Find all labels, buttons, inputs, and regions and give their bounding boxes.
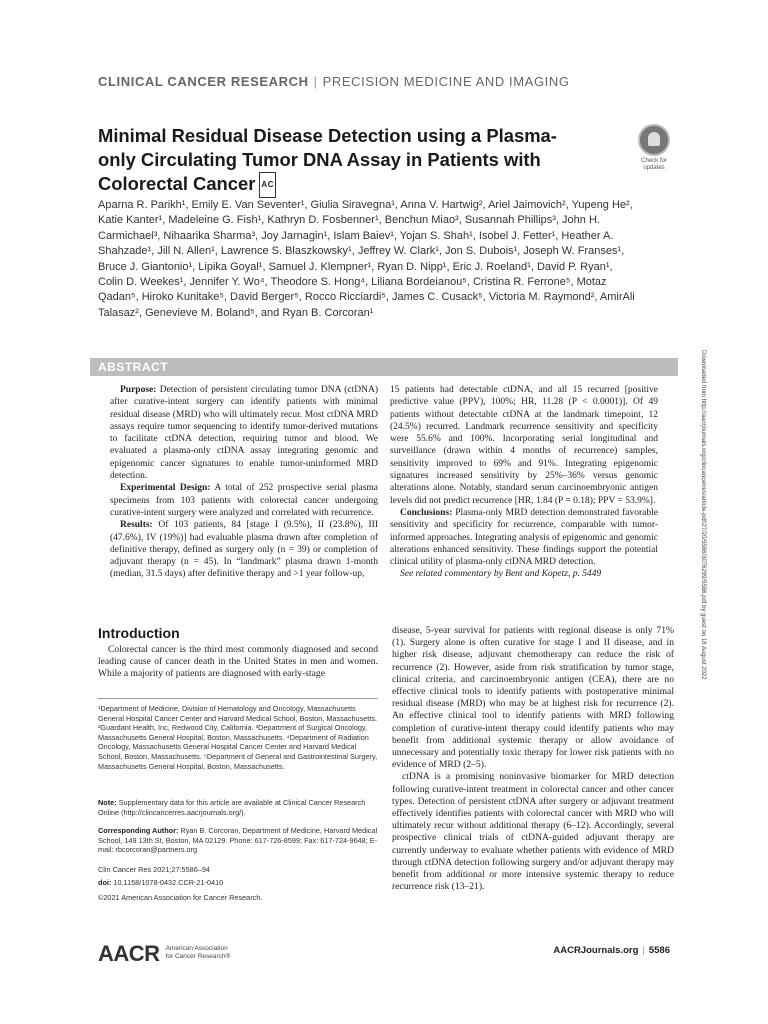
article-title — [98, 124, 558, 198]
note-label: Note: — [98, 798, 117, 807]
section-name: PRECISION MEDICINE AND IMAGING — [322, 74, 570, 89]
abstract-header-bar — [90, 358, 678, 376]
page-footer — [520, 945, 670, 956]
author-choice-badge: AC — [259, 172, 276, 198]
corresponding-author-footnote — [98, 826, 378, 855]
note-footnote — [98, 798, 378, 817]
abstract-right-column — [390, 384, 658, 581]
journal-header — [98, 74, 570, 89]
doi-value[interactable]: 10.1158/1078-0432.CCR-21-0410 — [113, 878, 224, 887]
journal-site[interactable]: AACRJournals.org — [553, 945, 639, 956]
org-line-2: for Cancer Research® — [165, 953, 231, 960]
footnote-divider — [98, 698, 378, 699]
corr-label: Corresponding Author: — [98, 826, 179, 835]
citation-line: Clin Cancer Res 2021;27:5586–94 — [98, 865, 210, 874]
org-line-1: American Association — [165, 945, 228, 952]
page-number: 5586 — [648, 945, 670, 956]
aacr-logo[interactable] — [98, 941, 230, 967]
affiliations-footnote: ¹Department of Medicine, Division of Hematology and Oncology, Massachusetts General Hospital Cancer Center and Harvard Medical School, Boston, Massachusetts. ²Guardant Health, Inc, Redwood City, California. ³Department of Surgical Oncology, Massachusetts General Hospital, Boston, Massachusetts. ⁴Department of Radiation Oncology, Massachusetts General Hospital Cancer Center and Harvard Medical School, Boston, Massachusetts. ⁵Department of General and Gastrointestinal Surgery, Massachusetts General Hospital, Boston, Massachusetts. — [98, 704, 378, 771]
article-title-text: Minimal Residual Disease Detection using a Plasma-only Circulating Tumor DNA Assay in Patients with Colorectal Cancer — [98, 125, 557, 194]
check-updates-label: Check for updates — [641, 158, 667, 171]
purpose-text: Detection of persistent circulating tumor DNA (ctDNA) after curative-intent surgery can identify patients with minimal residual disease (MRD) who will ultimately recur. Most ctDNA MRD assays require tumor sequencing to identify tumor-derived mutations to facilitate ctDNA detection, requiring tumor and blood. We evaluated a plasma-only ctDNA assay integrating genomic and epigenomic cancer signatures to enable tumor-uninformed MRD detection. — [110, 385, 378, 482]
abstract-design — [110, 482, 378, 519]
aacr-logo-mark: AACR — [98, 941, 160, 966]
aacr-org-name — [166, 945, 231, 961]
conclusions-label: Conclusions: — [400, 507, 453, 518]
journal-name: CLINICAL CANCER RESEARCH — [98, 74, 309, 89]
results-text-right: 15 patients had detectable ctDNA, and all 15 recurred [positive predictive value (PPV), 100%; HR, 11.28 (P < 0.0001)]. Of 49 patients without detectable ctDNA at the landmark timepoint, 12 (24.5%) recurred. Landmark recurrence sensitivity and specificity were 55.6% and 100%. Incorporating serial longitudinal and surveillance (drawn within 4 months of recurrence) samples, sensitivity improved to 69% and 91%. Integrating epigenomic signatures increased sensitivity by 25%–36% versus genomic alterations alone. Notably, standard serum carcinoembryonic antigen levels did not predict recurrence [HR, 1.84 (P = 0.18); PPV = 53.9%]. — [390, 385, 658, 506]
check-for-updates-badge[interactable] — [634, 124, 674, 172]
abstract-purpose — [110, 384, 378, 482]
conclusions-text: Plasma-only MRD detection demonstrated favorable sensitivity and specificity for recurrence, comparable with tumor-informed approaches. Integrating analysis of epigenomic and genomic alterations enhanced sensitivity. These findings support the potential clinical utility of plasma-only ctDNA MRD detection. — [390, 507, 658, 568]
abstract-conclusions — [390, 507, 658, 568]
download-note: Downloaded from http://aacrjournals.org/clincancerres/article-pdf/27/20/5586/3076299/5586.pdf by guest on 18 August 2022 — [700, 350, 706, 680]
check-updates-icon — [638, 124, 670, 156]
header-separator: | — [313, 74, 318, 89]
results-label: Results: — [120, 520, 153, 531]
intro-right-column — [392, 625, 674, 893]
copyright-line: ©2021 American Association for Cancer Research. — [98, 893, 263, 902]
abstract-results — [110, 519, 378, 580]
doi-line — [98, 878, 378, 888]
intro-paragraph-3: ctDNA is a promising noninvasive biomarker for MRD detection following curative-intent treatment in colorectal cancer and other cancer types. Detection of persistent ctDNA after surgery or adjuvant treatment effectively identifies patients with colorectal cancer with MRD who will ultimately recur without additional therapy (6–12). Accordingly, several prospective clinical trials of ctDNA-guided adjuvant therapy are currently underway to evaluate whether patients with evidence of MRD through ctDNA detection following surgery and/or adjuvant therapy may benefit from additional or more intensive systemic therapy to reduce recurrence risk (13–21). — [392, 771, 674, 893]
intro-paragraph-2: disease, 5-year survival for patients with regional disease is only 71% (1). Surgery alone is often curative for stage I and II disease, and in higher risk disease, adjuvant chemotherapy can reduce the risk of recurrence (2). However, aside from risk stratification by tumor stage, clinical criteria, and carcinoembryonic antigen (CEA), there are no effective clinical tools to identify patients with postoperative minimal residual disease (MRD) who may be at highest risk for recurrence (2). An effective clinical tool to identify patients with MRD following completion of curative-intent therapy could identify patients who may benefit from additional systemic therapy or allow avoidance of unnecessary and potentially toxic therapy for lower risk patients with no evidence of MRD (2–5). — [392, 625, 674, 771]
abstract-left-column — [110, 384, 378, 581]
design-text: A total of 252 prospective serial plasma specimens from 103 patients with colorectal cancer undergoing curative-intent surgery were analyzed and correlated with recurrence. — [110, 483, 378, 518]
footer-separator: | — [642, 945, 645, 956]
intro-paragraph-1: Colorectal cancer is the third most commonly diagnosed and second leading cause of cancer death in the United States in men and women. While a majority of patients are diagnosed with early-stage — [98, 644, 378, 680]
introduction-heading: Introduction — [98, 625, 180, 641]
abstract-heading: ABSTRACT — [98, 360, 168, 374]
design-label: Experimental Design: — [120, 483, 211, 494]
author-list: Aparna R. Parikh¹, Emily E. Van Seventer¹, Giulia Siravegna¹, Anna V. Hartwig², Ariel Jaimovich², Yupeng He², Katie Kanter¹, Madeleine G. Fish¹, Kathryn D. Fosbenner¹, Benchun Miao³, Susannah Phillips³, John H. Carmichael³, Nihaarika Sharma³, Joy Jarnagin¹, Islam Baiev¹, Yojan S. Shah¹, Isobel J. Fetter¹, Heather A. Shahzade¹, Jill N. Allen¹, Lawrence S. Blaszkowsky¹, Jeffrey W. Clark¹, Jon S. Dubois¹, Joseph W. Franses¹, Bruce J. Giantonio¹, Lipika Goyal¹, Samuel J. Klempner¹, Ryan D. Nipp¹, Eric J. Roeland¹, David P. Ryan¹, Colin D. Weekes¹, Jennifer Y. Wo⁴, Theodore S. Hong⁴, Liliana Bordeianou⁵, Cristina R. Ferrone⁵, Motaz Qadan⁵, Hiroko Kunitake⁵, David Berger⁵, Rocco Ricciardi⁵, James C. Cusack⁵, Victoria M. Raymond², AmirAli Talasaz², Genevieve M. Boland⁵, and Ryan B. Corcoran¹ — [98, 199, 635, 319]
doi-label: doi: — [98, 878, 112, 887]
corr-text: Ryan B. Corcoran, Department of Medicine, Harvard Medical School, 149 13th St, Boston, MA 02129. Phone: 617-726-8599; Fax: 617-724-9648; E-mail: rbcorcoran@partners.org — [98, 826, 378, 855]
intro-left-column — [98, 644, 378, 681]
note-text: Supplementary data for this article are available at Clinical Cancer Research Online (http://clincancerres.aacrjournals.org/). — [98, 798, 366, 817]
results-text-left: Of 103 patients, 84 [stage I (9.5%), II (23.8%), III (47.6%), IV (19%)] had evaluable plasma drawn after completion of definitive therapy, defined as surgery only (n = 39) or completion of adjuvant therapy (n = 45). In “landmark” plasma drawn 1-month (median, 31.5 days) after definitive therapy and >1 year follow-up, — [110, 520, 379, 580]
see-related-commentary[interactable] — [390, 568, 658, 580]
download-watermark — [696, 350, 710, 960]
abstract-results-cont — [390, 384, 658, 507]
purpose-label: Purpose: — [120, 385, 157, 395]
see-also-text[interactable]: See related commentary by Bent and Kopetz, p. 5449 — [400, 569, 602, 580]
